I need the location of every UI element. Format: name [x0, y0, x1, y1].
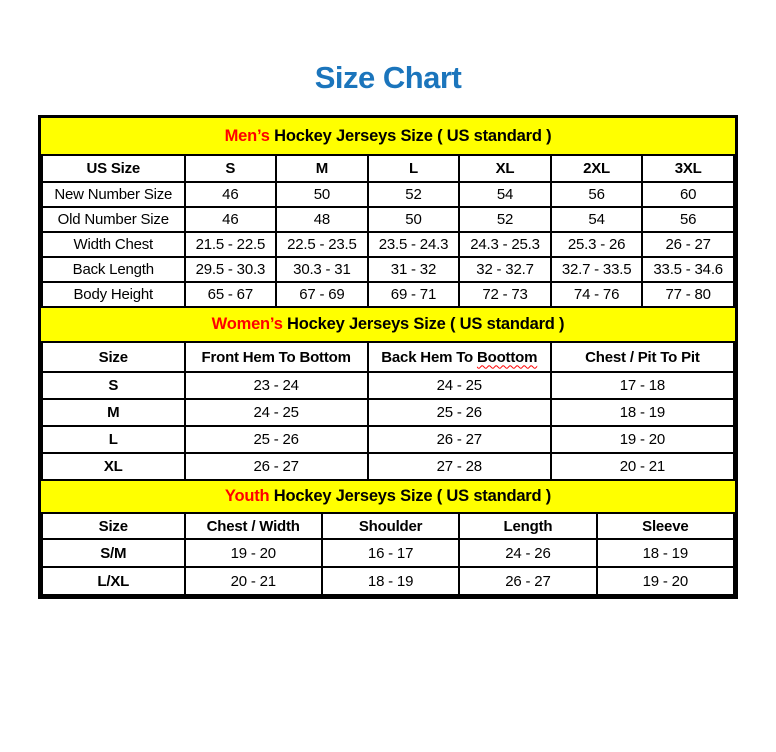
table-cell: 23.5 - 24.3	[368, 232, 460, 257]
table-cell: 20 - 21	[185, 567, 322, 595]
section-band-women	[41, 308, 735, 341]
misspelled-word: Boottom	[476, 348, 538, 366]
table-cell: 26 - 27	[459, 567, 596, 595]
header-row	[42, 155, 734, 182]
header-row	[42, 513, 734, 539]
section-band-youth	[41, 481, 735, 512]
section-band-text: Hockey Jerseys Size ( US standard )	[282, 315, 565, 333]
table-cell: 26 - 27	[642, 232, 734, 257]
table-cell: 26 - 27	[368, 426, 551, 453]
table-cell: 50	[276, 182, 368, 207]
table-cell: 46	[185, 207, 277, 232]
table-row	[42, 426, 734, 453]
column-header: Size	[42, 513, 185, 539]
table-cell: 18 - 19	[551, 399, 734, 426]
column-header: Shoulder	[322, 513, 459, 539]
column-header: Size	[42, 342, 185, 372]
table-row	[42, 567, 734, 595]
table-row	[42, 232, 734, 257]
table-cell: 52	[459, 207, 551, 232]
page-title: Size Chart	[314, 60, 462, 95]
column-header: 2XL	[551, 155, 643, 182]
table-cell: 24.3 - 25.3	[459, 232, 551, 257]
youth-size-table	[41, 512, 735, 596]
table-cell: 25 - 26	[185, 426, 368, 453]
table-cell: 19 - 20	[597, 567, 734, 595]
table-cell: 21.5 - 22.5	[185, 232, 277, 257]
column-header: Front Hem To Bottom	[185, 342, 368, 372]
table-cell: 31 - 32	[368, 257, 460, 282]
table-row	[42, 257, 734, 282]
section-band-highlight: Youth	[224, 487, 270, 505]
section-band-highlight: Men’s	[224, 126, 270, 145]
table-cell: 27 - 28	[368, 453, 551, 480]
section-band-text: Hockey Jerseys Size ( US standard )	[269, 487, 552, 505]
row-label: New Number Size	[42, 182, 185, 207]
column-header: Sleeve	[597, 513, 734, 539]
table-row	[42, 372, 734, 399]
table-cell: 24 - 26	[459, 539, 596, 567]
table-cell: 18 - 19	[597, 539, 734, 567]
row-label: S	[42, 372, 185, 399]
row-label: Back Length	[42, 257, 185, 282]
men-size-table	[41, 154, 735, 308]
table-cell: 17 - 18	[551, 372, 734, 399]
row-label: Body Height	[42, 282, 185, 307]
table-row	[42, 282, 734, 307]
table-cell: 52	[368, 182, 460, 207]
table-cell: 19 - 20	[185, 539, 322, 567]
table-cell: 54	[459, 182, 551, 207]
row-label: S/M	[42, 539, 185, 567]
table-cell: 30.3 - 31	[276, 257, 368, 282]
table-cell: 54	[551, 207, 643, 232]
table-cell: 25.3 - 26	[551, 232, 643, 257]
table-cell: 26 - 27	[185, 453, 368, 480]
table-cell: 25 - 26	[368, 399, 551, 426]
table-cell: 32 - 32.7	[459, 257, 551, 282]
section-band-men	[41, 118, 735, 154]
row-label: L	[42, 426, 185, 453]
table-row	[42, 182, 734, 207]
table-cell: 60	[642, 182, 734, 207]
table-cell: 24 - 25	[368, 372, 551, 399]
table-cell: 77 - 80	[642, 282, 734, 307]
row-label: XL	[42, 453, 185, 480]
section-band-highlight: Women’s	[211, 315, 283, 333]
table-row	[42, 453, 734, 480]
table-cell: 56	[551, 182, 643, 207]
table-cell: 48	[276, 207, 368, 232]
table-cell: 18 - 19	[322, 567, 459, 595]
row-label: Old Number Size	[42, 207, 185, 232]
column-header: L	[368, 155, 460, 182]
column-header: XL	[459, 155, 551, 182]
column-header: US Size	[42, 155, 185, 182]
table-cell: 22.5 - 23.5	[276, 232, 368, 257]
row-label: M	[42, 399, 185, 426]
column-header: Back Hem To Boottom	[368, 342, 551, 372]
table-cell: 69 - 71	[368, 282, 460, 307]
table-cell: 23 - 24	[185, 372, 368, 399]
table-cell: 32.7 - 33.5	[551, 257, 643, 282]
column-header: 3XL	[642, 155, 734, 182]
table-cell: 33.5 - 34.6	[642, 257, 734, 282]
table-cell: 74 - 76	[551, 282, 643, 307]
row-label: Width Chest	[42, 232, 185, 257]
table-cell: 46	[185, 182, 277, 207]
table-cell: 24 - 25	[185, 399, 368, 426]
size-tables-frame	[38, 115, 738, 599]
section-band-text: Hockey Jerseys Size ( US standard )	[269, 126, 552, 145]
table-cell: 72 - 73	[459, 282, 551, 307]
row-label: L/XL	[42, 567, 185, 595]
table-row	[42, 207, 734, 232]
table-cell: 19 - 20	[551, 426, 734, 453]
table-cell: 50	[368, 207, 460, 232]
table-cell: 16 - 17	[322, 539, 459, 567]
table-cell: 29.5 - 30.3	[185, 257, 277, 282]
column-header: Chest / Pit To Pit	[551, 342, 734, 372]
table-cell: 20 - 21	[551, 453, 734, 480]
table-row	[42, 539, 734, 567]
table-cell: 56	[642, 207, 734, 232]
table-cell: 65 - 67	[185, 282, 277, 307]
column-header: M	[276, 155, 368, 182]
women-size-table	[41, 341, 735, 481]
table-cell: 67 - 69	[276, 282, 368, 307]
column-header: S	[185, 155, 277, 182]
table-row	[42, 399, 734, 426]
column-header: Length	[459, 513, 596, 539]
column-header: Chest / Width	[185, 513, 322, 539]
header-row	[42, 342, 734, 372]
